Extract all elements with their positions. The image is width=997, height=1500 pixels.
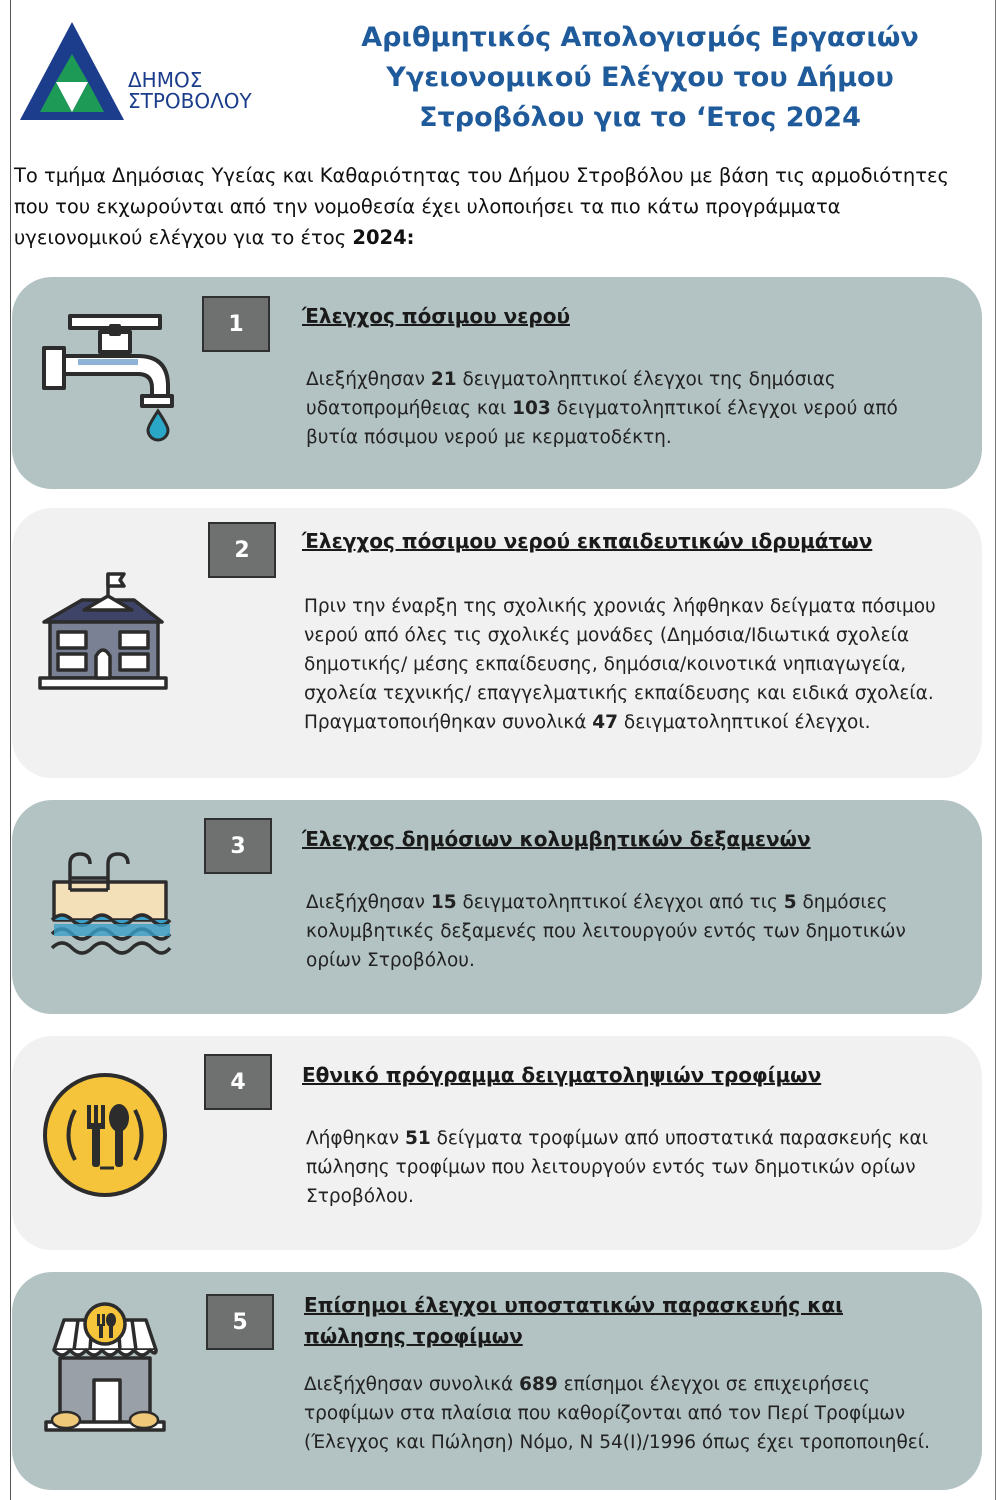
highlight-number: 5 xyxy=(783,892,797,913)
body-text: δημόσιες κολυμβητικές δεξαμενές που λειτουργούν εντός των δημοτικών ορίων Στροβόλου. xyxy=(306,892,906,971)
body-text: Διεξήχθησαν συνολικά xyxy=(304,1374,520,1395)
section-number-3: 3 xyxy=(204,818,272,874)
body-text: Διεξήχθησαν xyxy=(306,892,431,913)
section-body-5 xyxy=(304,1370,954,1457)
restaurant-shop-icon xyxy=(40,1296,170,1440)
body-text: δειγματοληπτικοί έλεγχοι της δημόσιας υδατοπρομήθειας και xyxy=(306,369,836,419)
page-border-left xyxy=(10,0,11,1500)
logo-line2: ΣΤΡΟΒΟΛΟΥ xyxy=(128,89,252,113)
plate-fork-spoon-icon xyxy=(40,1070,170,1204)
body-text: επίσημοι έλεγχοι σε επιχειρήσεις τροφίμων στα πλαίσια που καθορίζονται από τον Περί Τροφίμων (Έλεγχος και Πώληση) Νόμο, Ν 54(Ι)/1996 όπως έχει τροποποιηθεί. xyxy=(304,1374,930,1453)
highlight-number: 689 xyxy=(519,1374,558,1395)
body-text: Πριν την έναρξη της σχολικής χρονιάς λήφθηκαν δείγματα πόσιμου νερού από όλες τις σχολικές μονάδες (Δημόσια/Ιδιωτικά σχολεία δημοτικής/ μέσης εκπαίδευσης, δημόσια/κοινοτικά νηπιαγωγεία, σχολεία τεχνικής/ επαγγελματικής εκπαίδευσης και ειδικά σχολεία. Πραγματοποιήθηκαν συνολικά xyxy=(304,596,936,733)
body-text: δειγματοληπτικοί έλεγχοι νερού από βυτία πόσιμου νερού με κερματοδέκτη. xyxy=(306,398,898,448)
water-tap-icon xyxy=(38,308,188,447)
section-body-3 xyxy=(306,888,946,975)
section-heading-2: Έλεγχος πόσιμου νερού εκπαιδευτικών ιδρυμάτων xyxy=(302,529,873,553)
logo-line1: ΔΗΜΟΣ xyxy=(128,68,203,92)
body-text: Λήφθηκαν xyxy=(306,1128,405,1149)
intro-year: 2024 xyxy=(352,226,407,249)
highlight-number: 103 xyxy=(512,398,551,419)
intro-end: : xyxy=(406,226,415,249)
intro-text: Το τμήμα Δημόσιας Υγείας και Καθαριότητας του Δήμου Στροβόλου με βάση τις αρμοδιότητες που του εκχωρούνται από την νομοθεσία έχει υλοποιήσει τα πιο κάτω προγράμματα υγειονομικού ελέγχου για το έτος xyxy=(14,164,949,249)
body-text: Διεξήχθησαν xyxy=(306,369,431,390)
body-text: δειγματοληπτικοί έλεγχοι. xyxy=(618,712,871,733)
section-body-4 xyxy=(306,1124,966,1211)
section-number-4: 4 xyxy=(204,1054,272,1110)
highlight-number: 47 xyxy=(592,712,619,733)
body-text: δείγματα τροφίμων από υποστατικά παρασκευής και πώλησης τροφίμων που λειτουργούν εντός των δημοτικών ορίων Στροβόλου. xyxy=(306,1128,928,1207)
swimming-pool-icon xyxy=(48,850,173,964)
page-border-right xyxy=(995,0,996,1500)
section-body-2 xyxy=(304,592,954,737)
highlight-number: 51 xyxy=(404,1128,431,1149)
section-heading-3: Έλεγχος δημόσιων κολυμβητικών δεξαμενών xyxy=(302,827,811,851)
body-text: δειγματοληπτικοί έλεγχοι από τις xyxy=(456,892,784,913)
section-number-5: 5 xyxy=(206,1294,274,1350)
section-heading-1: Έλεγχος πόσιμου νερού xyxy=(302,304,570,328)
school-building-icon xyxy=(36,570,171,704)
municipality-logo xyxy=(16,20,286,125)
section-number-2: 2 xyxy=(208,522,276,578)
section-number-1: 1 xyxy=(202,296,270,352)
section-heading-5: Επίσημοι έλεγχοι υποστατικών παρασκευής και πώλησης τροφίμων xyxy=(304,1293,843,1348)
highlight-number: 15 xyxy=(430,892,457,913)
highlight-number: 21 xyxy=(430,369,457,390)
page-title: Αριθμητικός Απολογισμός Εργασιών Υγειονομικού Ελέγχου του Δήμου Στροβόλου για το ‘Ετος 2024 xyxy=(361,22,919,133)
intro-paragraph xyxy=(14,160,974,253)
section-heading-4: Εθνικό πρόγραμμα δειγματοληψιών τροφίμων xyxy=(302,1063,822,1087)
section-body-1 xyxy=(306,365,906,452)
logo-text xyxy=(128,70,252,112)
